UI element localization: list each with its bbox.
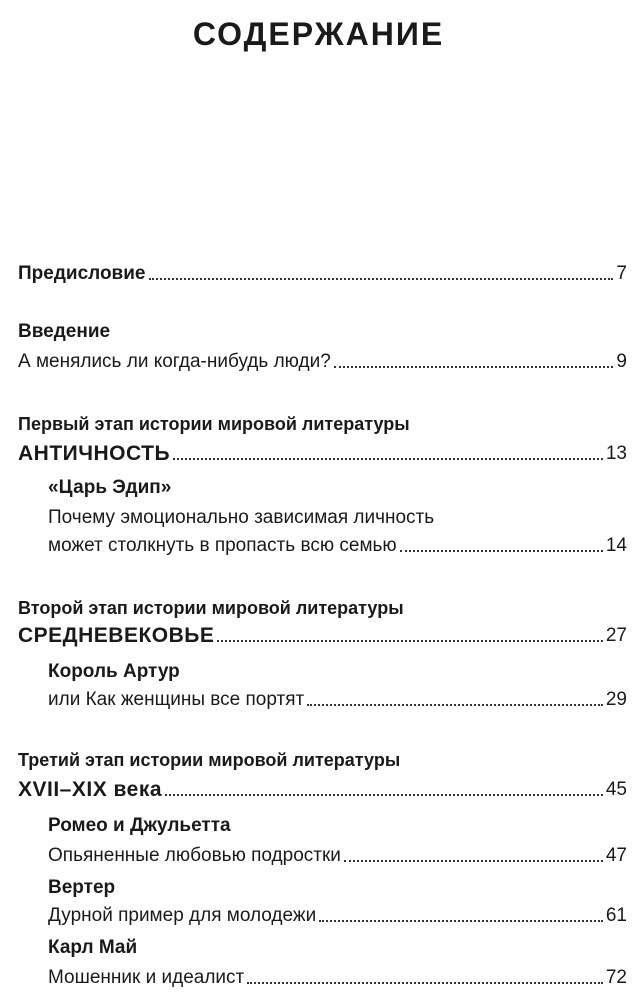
toc-page-number: 27 [605,625,627,646]
toc-page-number: 45 [605,779,627,800]
dot-leader [173,458,603,460]
toc-page-number: 61 [605,905,627,926]
toc-entry-label: или Как женщины все портят [48,689,305,710]
toc-entry-preface[interactable] [18,258,627,286]
dot-leader [149,278,614,280]
toc-entry-label: Мошенник и идеалист [48,967,245,988]
toc-work-title: Карл Май [48,937,138,958]
dot-leader [165,794,603,796]
page-title: СОДЕРЖАНИЕ [192,16,445,52]
toc-entry-label: может столкнуть в пропасть всю семью [48,535,397,556]
dot-leader [307,704,603,706]
toc-stage-antiquity: Первый этап истории мировой литературы [18,414,410,434]
toc-entry-label: Дурной пример для молодежи [48,905,317,926]
toc-page-number: 13 [605,443,627,464]
dot-leader [319,920,603,922]
toc-page-number: 72 [605,967,627,988]
toc-page-number: 14 [605,535,627,556]
toc-era-label: XVII–XIX века [18,778,163,801]
toc-page-number: 7 [616,263,627,284]
dot-leader [217,640,602,642]
toc-entry-label: Предисловие [18,263,146,284]
toc-entry-middle-ages[interactable] [18,620,627,648]
toc-work-title: Король Артур [48,661,180,682]
toc-entry-label: А менялись ли когда-нибудь люди? [18,351,331,372]
toc-entry-antiquity[interactable] [18,438,627,466]
toc-stage-modern: Третий этап истории мировой литературы [18,750,401,770]
toc-heading-intro: Введение [18,321,111,342]
dot-leader [400,550,603,552]
dot-leader [334,366,614,368]
dot-leader [247,982,603,984]
toc-page-number: 47 [605,845,627,866]
toc-entry-romeo-juliet[interactable] [48,840,627,868]
toc-era-label: СРЕДНЕВЕКОВЬЕ [18,624,215,647]
toc-entry-modern[interactable] [18,774,627,802]
toc-stage-middle-ages: Второй этап истории мировой литературы [18,598,404,618]
toc-entry-king-arthur[interactable] [48,684,627,712]
toc-era-label: АНТИЧНОСТЬ [18,442,171,465]
toc-page-number: 9 [616,351,627,372]
toc-work-title: «Царь Эдип» [48,477,172,498]
toc-entry-label: Опьяненные любовью подростки [48,845,341,866]
toc-entry-werther[interactable] [48,900,627,928]
toc-work-title: Ромео и Джульетта [48,815,231,836]
toc-work-title: Вертер [48,877,116,898]
dot-leader [344,860,603,862]
toc-work-subtitle: Почему эмоционально зависимая личность [48,507,435,528]
toc-entry-karl-may[interactable] [48,962,627,990]
toc-entry-oedipus[interactable] [48,530,627,558]
toc-page-number: 29 [605,689,627,710]
toc-entry-intro[interactable] [18,346,627,374]
